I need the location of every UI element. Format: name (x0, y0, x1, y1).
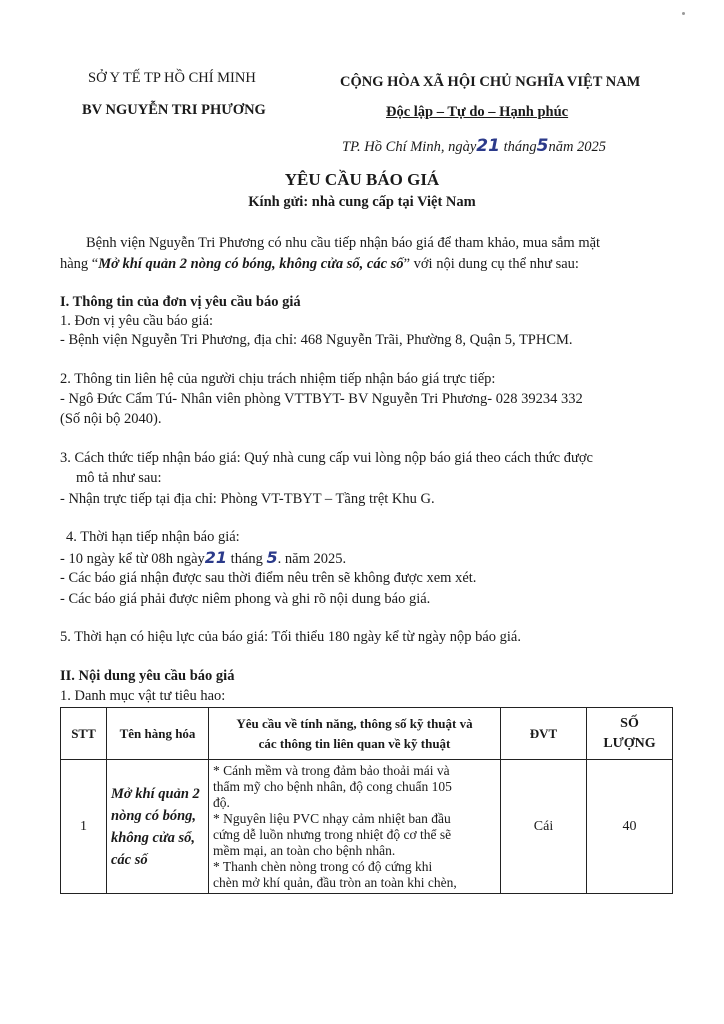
spec-line: * Cánh mềm và trong đảm bảo thoải mái và (213, 762, 450, 778)
page-title: YÊU CẦU BÁO GIÁ (284, 170, 440, 189)
date-prefix: TP. Hồ Chí Minh, ngày (342, 139, 477, 155)
section-1-p3-title-2: mô tả như sau: (76, 470, 162, 486)
table-header-row (61, 708, 673, 760)
recipient: Kính gửi: nhà cung cấp tại Việt Nam (248, 194, 476, 210)
hospital-name: BV NGUYỄN TRI PHƯƠNG (82, 102, 266, 118)
p4-month: 5 (266, 548, 278, 567)
section-1-heading: I. Thông tin của đơn vị yêu cầu báo giá (60, 294, 301, 310)
spec-line: cứng dễ luồn nhưng trong nhiệt độ cơ thể sẽ (213, 826, 452, 842)
document-date (342, 136, 606, 156)
section-2-heading: II. Nội dung yêu cầu báo giá (60, 668, 235, 684)
section-1-p1-title: 1. Đơn vị yêu cầu báo giá: (60, 313, 214, 329)
p4-year: . năm 2025. (277, 551, 347, 567)
section-1-p4-title: 4. Thời hạn tiếp nhận báo giá: (66, 529, 240, 545)
header-spec-line-1: Yêu cầu về tính năng, thông số kỹ thuật và (236, 715, 473, 731)
spec-line: * Nguyên liệu PVC nhạy cảm nhiệt ban đầu (213, 810, 451, 826)
row-unit: Cái (501, 760, 587, 894)
header-qty-line-2: LƯỢNG (603, 735, 656, 751)
spec-line: * Thanh chèn nòng trong có độ cứng khi (213, 858, 433, 874)
header-name: Tên hàng hóa (107, 708, 209, 760)
section-1-p2-line-1: - Ngô Đức Cẩm Tú- Nhân viên phòng VTTBYT- BV Nguyễn Tri Phương- 028 39234 332 (60, 391, 583, 407)
scan-speck (682, 12, 685, 15)
intro-line-1: Bệnh viện Nguyễn Tri Phương có nhu cầu tiếp nhận báo giá để tham khảo, mua sắm mặt (86, 235, 601, 251)
section-1-p4-line-2: - Các báo giá nhận được sau thời điểm nêu trên sẽ không được xem xét. (60, 570, 477, 586)
spec-line: chèn mở khí quản, đầu tròn an toàn khi chèn, (213, 874, 457, 890)
national-motto: Độc lập – Tự do – Hạnh phúc (386, 104, 569, 120)
date-month-label: tháng (503, 139, 537, 155)
section-1-p2-title: 2. Thông tin liên hệ của người chịu trách nhiệm tiếp nhận báo giá trực tiếp: (60, 371, 496, 387)
header-qty (587, 708, 673, 760)
section-1-p5: 5. Thời hạn có hiệu lực của báo giá: Tối thiểu 180 ngày kể từ ngày nộp báo giá. (60, 629, 521, 645)
intro-line-2 (60, 256, 579, 273)
date-day: 21 (476, 136, 500, 156)
header-spec-line-2: các thông tin liên quan về kỹ thuật (258, 735, 451, 751)
header-unit: ĐVT (501, 708, 587, 760)
header-spec (209, 708, 501, 760)
spec-line: độ. (213, 794, 230, 810)
spec-line: thẩm mỹ cho bệnh nhân, độ cong chuẩn 105 (213, 778, 452, 794)
table-row (61, 760, 673, 894)
items-table (60, 707, 673, 894)
section-1-p1-line: - Bệnh viện Nguyễn Tri Phương, địa chỉ: 468 Nguyễn Trãi, Phường 8, Quận 5, TPHCM. (60, 332, 573, 348)
section-1-p2-line-2: (Số nội bộ 2040). (60, 411, 162, 427)
row-item-name: Mở khí quản 2 nòng có bóng, không cửa sổ, các số (107, 760, 209, 894)
row-qty: 40 (587, 760, 673, 894)
row-spec (209, 760, 501, 894)
national-title: CỘNG HÒA XÃ HỘI CHỦ NGHĨA VIỆT NAM (340, 74, 641, 90)
p4-month-label: tháng (230, 551, 263, 567)
date-month: 5 (536, 136, 549, 156)
ministry-name: SỞ Y TẾ TP HỒ CHÍ MINH (88, 70, 256, 86)
section-1-p3-title-1: 3. Cách thức tiếp nhận báo giá: Quý nhà cung cấp vui lòng nộp báo giá theo cách thức được (60, 450, 593, 466)
header-stt: STT (61, 708, 107, 760)
section-2-sub: 1. Danh mục vật tư tiêu hao: (60, 688, 226, 704)
date-year: năm 2025 (548, 139, 607, 155)
p4-prefix: - 10 ngày kể từ 08h ngày (60, 551, 205, 567)
spec-line: mềm mại, an toàn cho bệnh nhân. (213, 842, 396, 858)
intro-prefix: hàng “ (60, 256, 99, 272)
intro-item-name: Mở khí quản 2 nòng có bóng, không cửa sổ, các số (98, 256, 404, 272)
intro-suffix: ” với nội dung cụ thể như sau: (403, 256, 579, 272)
section-1-p4-line-3: - Các báo giá phải được niêm phong và ghi rõ nội dung báo giá. (60, 591, 431, 607)
row-stt: 1 (61, 760, 107, 894)
section-1-p4-line-1 (60, 548, 346, 568)
header-qty-line-1: SỐ (620, 715, 639, 731)
p4-day: 21 (204, 548, 228, 567)
section-1-p3-line: - Nhận trực tiếp tại địa chỉ: Phòng VT-TBYT – Tầng trệt Khu G. (60, 491, 435, 507)
